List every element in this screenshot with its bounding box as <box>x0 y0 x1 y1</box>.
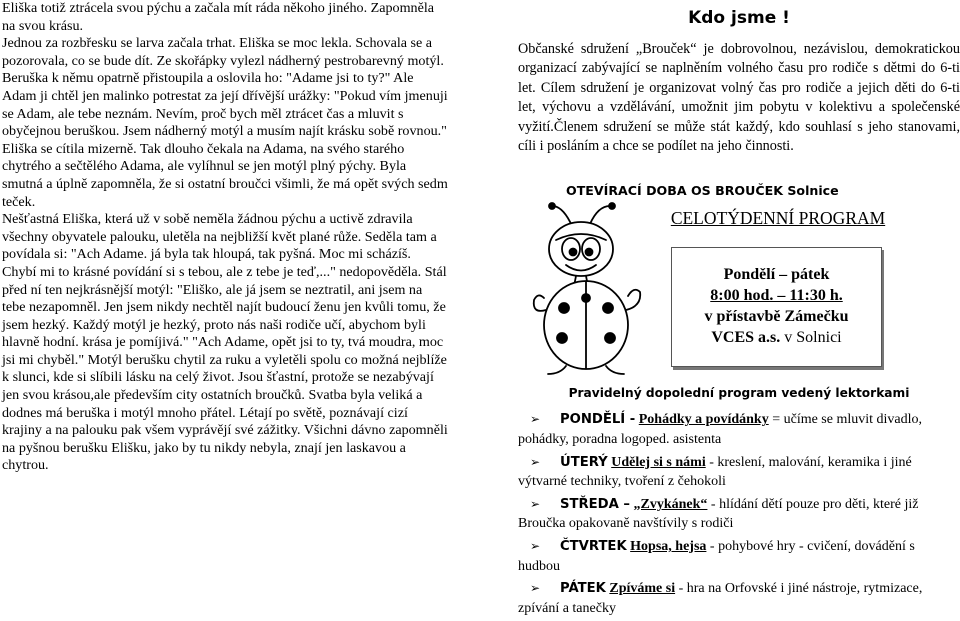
activity-description: - kreslení, malování, keramika i jiné výtvarné techniky, tvoření z čehokoli <box>518 454 912 490</box>
activity-name: Udělej si s námi <box>611 454 706 470</box>
opening-days: Pondělí – pátek <box>723 266 830 284</box>
day-label: ÚTERÝ <box>560 454 608 470</box>
list-item <box>518 410 960 449</box>
activity-description: = učíme se mluvit divadlo, pohádky, poradna logoped. asistenta <box>518 412 923 448</box>
program-title: CELOTÝDENNÍ PROGRAM <box>670 208 886 229</box>
opening-hours-title: OTEVÍRACÍ DOBA OS BROUČEK Solnice <box>566 183 839 199</box>
who-we-are-heading: Kdo jsme ! <box>688 8 790 28</box>
intro-text: Občanské sdružení „Brouček“ je dobrovolnou, nezávislou, demokratickou organizací zabývající se naplněním volného času pro rodiče s dětmi do 6-ti let. Cílem sdružení je organizovat volný čas pro rodiče a jejich děti do 6-ti let, výchovu a vzdělávání, umožnit jim pobytu v kolektivu a společenské vyžití.Členem sdružení se může stát každý, kdo souhlasí s jeho stanovami, cíli i posláním a chce se podílet na jeho činnosti. <box>518 41 960 155</box>
day-label: PÁTEK <box>560 581 606 597</box>
program-list <box>518 410 960 618</box>
regular-program-title: Pravidelný dopolední program vedený lektorkami <box>568 386 910 401</box>
info-column <box>518 8 960 621</box>
opening-place: v přístavbě Zámečku <box>704 308 849 326</box>
opening-time: 8:00 hod. – 11:30 h. <box>710 287 843 305</box>
town-name: v Solnici <box>780 329 842 347</box>
list-item <box>518 537 960 576</box>
activity-name: „Zvykánek“ <box>633 496 708 512</box>
arrowhead-bullet-icon: ➢ <box>530 412 541 427</box>
ladybug-cartoon-icon <box>524 202 650 377</box>
story-paragraph: Nešťastná Eliška, která už v sobě neměla žádnou pýchu a uctivě zdravila všechny obyvatele palouku, uletěla na nejbližší květ plané růže. Seděla tam a povídala si: "Ach Adame. já byla tak hloupá, tak pyšná. Moc mi scházíš. Chybí mi to krásné povídání si s tebou, ale z tebe je teď,..." nedopověděla. Stál před ní ten nejkrásnější motýl: "Eliško, ale já jsem se neztratil, ani jsem na tebe nezapomněl. Jen jsem nikdy nechtěl najít budoucí ženu jen kvůli tomu, že jsem hezký. Každý motýl je hezký, proto nás naši rodiče učí, abychom byli hlavně hodní. krása je pomíjivá." "Ach Adame, opět jsi to ty, tvá moudra, moc jsi mi chyběl." Motýl berušku chytil za ruku a vyletěli spolu co možná nejblíže k slunci, kde si slíbili lásku na celý život. Jsou šťastní, protože se nezabývají jen svou krásou,ale především city ostatních broučků. Svatba byla veliká a dodnes má beruška i motýl mnoho přátel. Létají po světě, poznávají cizí krajiny a na palouku pak všem vyprávějí své zážitky. Všichni dávno zapomněli na pyšnou berušku Elišku, jako by tu nikdy nebyla, znají jen laskavou a chytrou. <box>2 211 448 474</box>
day-label: PONDĚLÍ - <box>560 412 636 428</box>
arrowhead-bullet-icon: ➢ <box>530 454 541 469</box>
activity-description: - hra na Orfovské i jiné nástroje, rytmizace, zpívání a tanečky <box>518 581 923 616</box>
list-item <box>518 579 960 618</box>
story-paragraph: Eliška totiž ztrácela svou pýchu a začala mít ráda někoho jiného. Zapomněla na svou krásu. <box>2 0 435 34</box>
story-paragraph: Eliška se cítila mizerně. Tak dlouho čekala na Adama, na svého starého chytrého a sečtělého Adama, ale vylíhnul se jen motýl plný pýchy. Byla smutná a úplně zapomněla, že si ostatní broučci všimli, že má opět svých sedm teček. <box>2 140 448 210</box>
day-label: ČTVRTEK <box>560 539 627 554</box>
arrowhead-bullet-icon: ➢ <box>530 539 541 553</box>
list-item <box>518 453 960 492</box>
activity-name: Pohádky a povídánky <box>638 412 769 428</box>
story-paragraph: Jednou za rozbřesku se larva začala trhat. Eliška se moc lekla. Schovala se a pozorovala, co se bude dít. Ze skořápky vylezl nádherný pestrobarevný motýl. Beruška k němu opatrně přistoupila a oslovila ho: "Adame jsi to ty?" Ale Adam ji chtěl jen malinko potrestat za její dřívější urážky: "Pokud vím jmenuji se Adam, ale tebe neznám. Nevím, proč bych měl ztrácet čas a mluvit s obyčejnou beruškou. Jsem nádherný motýl a musím najít krásku sobě rovnou." <box>2 35 448 140</box>
list-item <box>518 495 960 534</box>
activity-name: Zpíváme si <box>609 581 676 597</box>
story-column <box>2 0 448 475</box>
activity-description: - pohybové hry - cvičení, dovádění s hudbou <box>518 539 915 574</box>
opening-hours-box <box>671 247 882 367</box>
arrowhead-bullet-icon: ➢ <box>530 496 541 511</box>
arrowhead-bullet-icon: ➢ <box>530 581 541 596</box>
day-label: STŘEDA – <box>560 496 630 512</box>
program-section <box>518 202 960 377</box>
org-name: VCES a.s. <box>711 329 781 347</box>
activity-description: - hlídání dětí pouze pro děti, které již Broučka opakovaně navštívily s rodiči <box>518 496 919 532</box>
activity-name: Hopsa, hejsa <box>630 539 707 554</box>
